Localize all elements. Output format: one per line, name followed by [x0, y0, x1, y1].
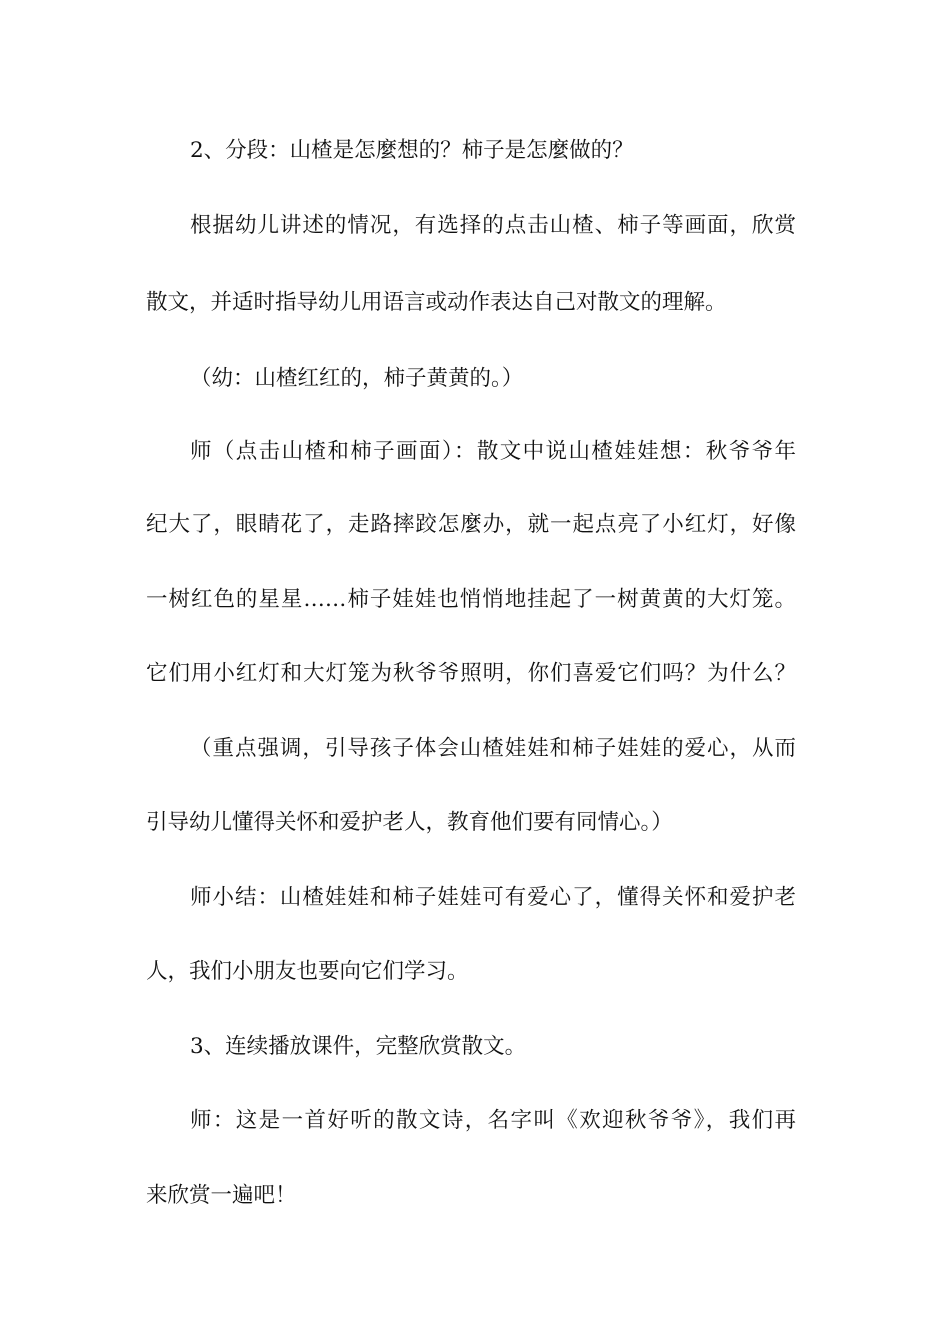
paragraph-step-2-heading: 2、分段：山楂是怎麼想的？柿子是怎麼做的？	[190, 138, 634, 163]
paragraph-line: 根据幼儿讲述的情况，有选择的点击山楂、柿子等画面，欣赏	[190, 213, 796, 238]
paragraph-line: 师（点击山楂和柿子画面）：散文中说山楂娃娃想：秋爷爷年	[190, 439, 796, 464]
paragraph-line: 师：这是一首好听的散文诗，名字叫《欢迎秋爷爷》，我们再	[190, 1108, 796, 1133]
paragraph-line: 它们用小红灯和大灯笼为秋爷爷照明，你们喜爱它们吗？为什么？	[146, 661, 796, 686]
paragraph-line: 来欣赏一遍吧！	[146, 1183, 297, 1208]
paragraph-line: 引导幼儿懂得关怀和爱护老人，教育他们要有同情心。）	[146, 810, 673, 835]
paragraph-line: 师小结：山楂娃娃和柿子娃娃可有爱心了，懂得关怀和爱护老	[190, 885, 796, 910]
paragraph-line: （重点强调，引导孩子体会山楂娃娃和柿子娃娃的爱心，从而	[190, 736, 796, 761]
paragraph-step-3-heading: 3、连续播放课件，完整欣赏散文。	[190, 1034, 527, 1059]
paragraph-line: （幼：山楂红红的，柿子黄黄的。）	[190, 366, 524, 391]
paragraph-line: 一树红色的星星……柿子娃娃也悄悄地挂起了一树黄黄的大灯笼。	[146, 587, 796, 612]
paragraph-line: 散文，并适时指导幼儿用语言或动作表达自己对散文的理解。	[146, 290, 727, 315]
paragraph-line: 人，我们小朋友也要向它们学习。	[146, 959, 469, 984]
paragraph-line: 纪大了，眼睛花了，走路摔跤怎麼办，就一起点亮了小红灯，好像	[146, 512, 796, 537]
